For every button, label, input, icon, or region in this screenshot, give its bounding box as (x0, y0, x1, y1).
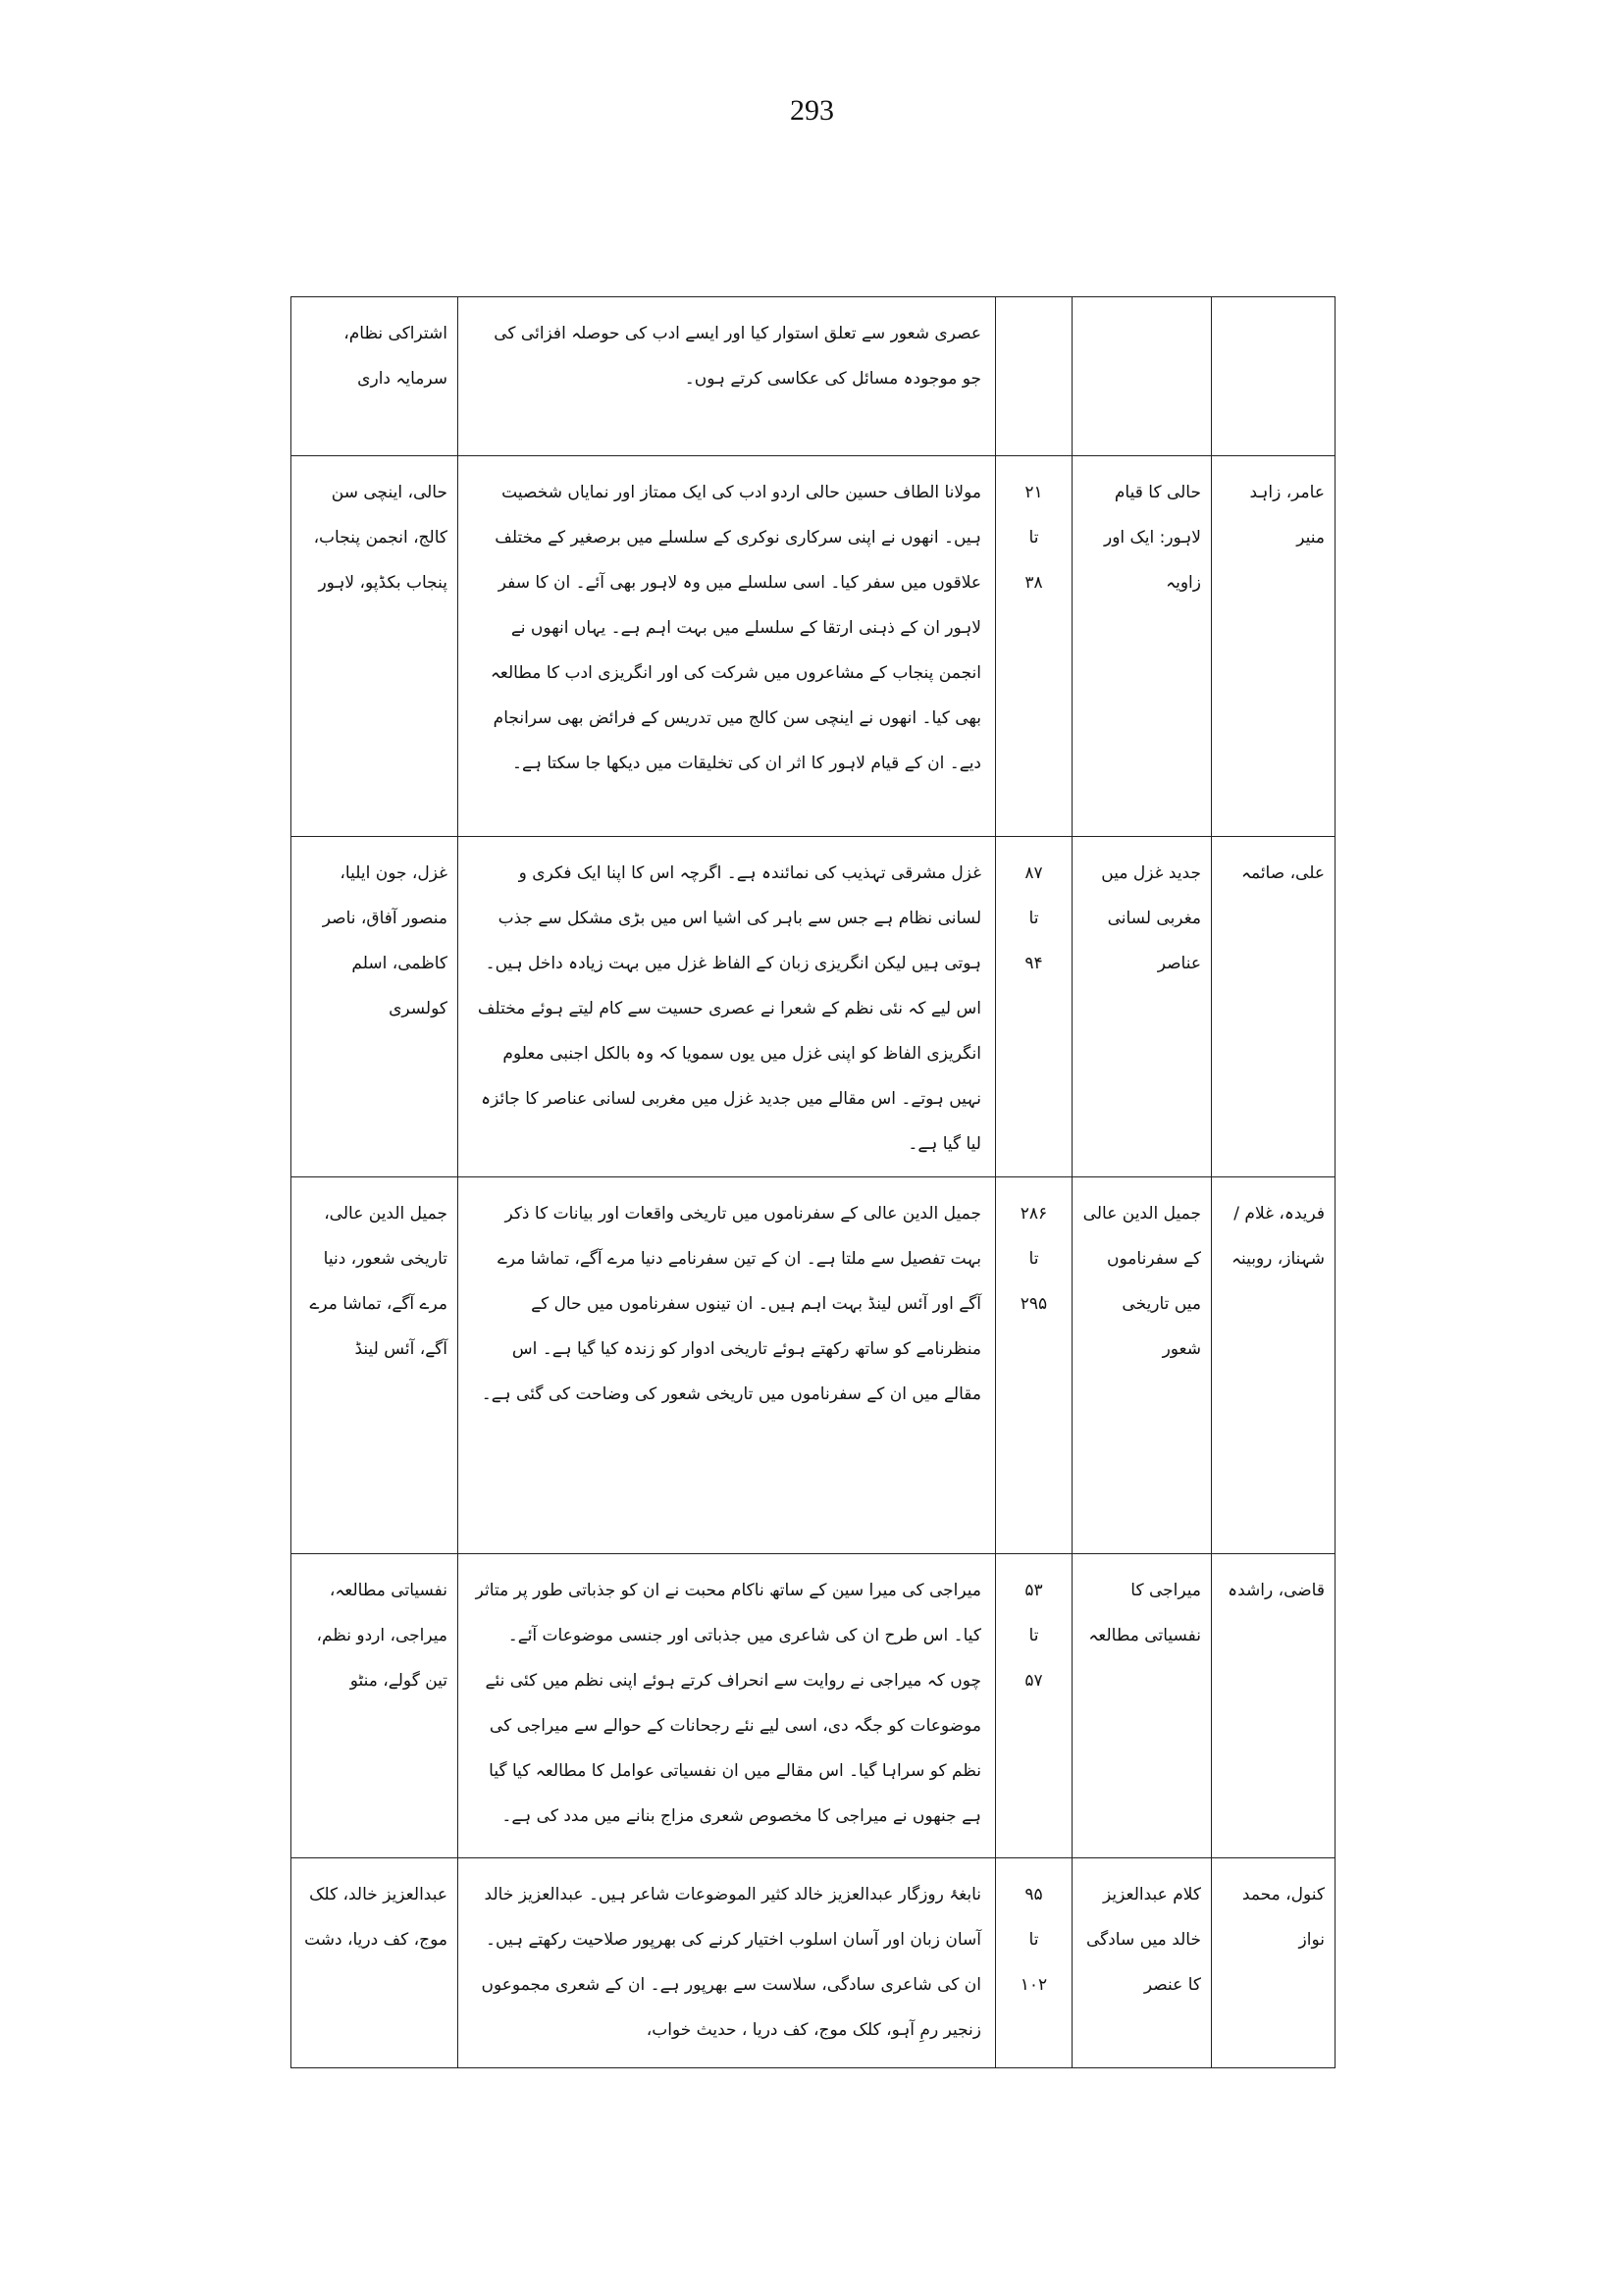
pages-cell (996, 837, 1073, 1177)
pages-cell (996, 297, 1073, 456)
page-end: ۳۸ (1024, 573, 1043, 593)
keywords-cell: جمیل الدین عالی، تاریخی شعور، دنیا مرے آگے، تماشا مرے آگے، آئس لینڈ (291, 1177, 458, 1554)
author-cell: کنول، محمد نواز (1212, 1858, 1336, 2068)
page-start: ۸۷ (1024, 863, 1043, 883)
keywords-cell: غزل، جون ایلیا، منصور آفاق، ناصر کاظمی، اسلم کولسری (291, 837, 458, 1177)
page-end: ۲۹۵ (1020, 1294, 1048, 1314)
page-end: ۵۷ (1024, 1671, 1043, 1691)
page-start: ۵۳ (1024, 1581, 1043, 1600)
abstract-cell: غزل مشرقی تہذیب کی نمائندہ ہے۔ اگرچہ اس کا اپنا ایک فکری و لسانی نظام ہے جس سے باہر کی اشیا اس میں بڑی مشکل سے جذب ہوتی ہیں لیکن انگریزی زبان کے الفاظ غزل میں بہت زیادہ داخل ہیں۔ اس لیے کہ نئی نظم کے شعرا نے عصری حسیت سے کام لیتے ہوئے مختلف انگریزی الفاظ کو اپنی غزل میں یوں سمویا کہ وہ بالکل اجنبی معلوم نہیں ہوتے۔ اس مقالے میں جدید غزل میں مغربی لسانی عناصر کا جائزہ لیا گیا ہے۔ (458, 837, 996, 1177)
page-start: ۲۱ (1024, 483, 1043, 502)
page-separator: تا (1028, 1626, 1039, 1645)
page-start: ۹۵ (1024, 1885, 1043, 1904)
table-row (291, 456, 1336, 837)
pages-cell (996, 1177, 1073, 1554)
page-separator: تا (1028, 909, 1039, 928)
table-row (291, 1858, 1336, 2068)
pages-cell (996, 1554, 1073, 1858)
table-row (291, 297, 1336, 456)
abstract-cell: جمیل الدین عالی کے سفرناموں میں تاریخی واقعات اور بیانات کا ذکر بہت تفصیل سے ملتا ہے۔ ان کے تین سفرنامے دنیا مرے آگے، تماشا مرے آگے اور آئس لینڈ بہت اہم ہیں۔ ان تینوں سفرناموں میں حال کے منظرنامے کو ساتھ رکھتے ہوئے تاریخی ادوار کو زندہ کیا گیا ہے۔ اس مقالے میں ان کے سفرناموں میں تاریخی شعور کی وضاحت کی گئی ہے۔ (458, 1177, 996, 1554)
author-cell: قاضی، راشدہ (1212, 1554, 1336, 1858)
page-end: ۱۰۲ (1020, 1975, 1048, 1995)
title-cell: جدید غزل میں مغربی لسانی عناصر (1073, 837, 1212, 1177)
abstract-cell: میراجی کی میرا سین کے ساتھ ناکام محبت نے ان کو جذباتی طور پر متاثر کیا۔ اس طرح ان کی شاعری میں جذباتی اور جنسی موضوعات آئے۔ چوں کہ میراجی نے روایت سے انحراف کرتے ہوئے اپنی نظم میں کئی نئے موضوعات کو جگہ دی، اسی لیے نئے رجحانات کے حوالے سے میراجی کی نظم کو سراہا گیا۔ اس مقالے میں ان نفسیاتی عوامل کا مطالعہ کیا گیا ہے جنھوں نے میراجی کا مخصوص شعری مزاج بنانے میں مدد کی ہے۔ (458, 1554, 996, 1858)
page-separator: تا (1028, 1930, 1039, 1950)
keywords-cell: نفسیاتی مطالعہ، میراجی، اردو نظم، تین گولے، منٹو (291, 1554, 458, 1858)
page-number: 293 (790, 94, 834, 127)
abstract-cell: مولانا الطاف حسین حالی اردو ادب کی ایک ممتاز اور نمایاں شخصیت ہیں۔ انھوں نے اپنی سرکاری نوکری کے سلسلے میں برصغیر کے مختلف علاقوں میں سفر کیا۔ اسی سلسلے میں وہ لاہور بھی آئے۔ ان کا سفر لاہور ان کے ذہنی ارتقا کے سلسلے میں بہت اہم ہے۔ یہاں انھوں نے انجمن پنجاب کے مشاعروں میں شرکت کی اور انگریزی ادب کا مطالعہ بھی کیا۔ انھوں نے اینچی سن کالج میں تدریس کے فرائض بھی سرانجام دیے۔ ان کے قیام لاہور کا اثر ان کی تخلیقات میں دیکھا جا سکتا ہے۔ (458, 456, 996, 837)
keywords-cell: اشتراکی نظام، سرمایہ داری (291, 297, 458, 456)
author-cell: فریدہ، غلام / شہناز، روبینہ (1212, 1177, 1336, 1554)
title-cell: میراجی کا نفسیاتی مطالعہ (1073, 1554, 1212, 1858)
table-row (291, 1554, 1336, 1858)
abstract-cell: نابغۂ روزگار عبدالعزیز خالد کثیر الموضوعات شاعر ہیں۔ عبدالعزیز خالد آسان زبان اور آسان اسلوب اختیار کرنے کی بھرپور صلاحیت رکھتے ہیں۔ ان کی شاعری سادگی، سلاست سے بھرپور ہے۔ ان کے شعری مجموعوں زنجیر رمِ آہو، کلک موج، کف دریا ، حدیث خواب، (458, 1858, 996, 2068)
title-cell: کلام عبدالعزیز خالد میں سادگی کا عنصر (1073, 1858, 1212, 2068)
page-separator: تا (1028, 528, 1039, 548)
author-cell: عامر، زاہد منیر (1212, 456, 1336, 837)
pages-cell (996, 456, 1073, 837)
keywords-cell: حالی، اینچی سن کالج، انجمن پنجاب، پنجاب بکڈپو، لاہور (291, 456, 458, 837)
author-cell: علی، صائمہ (1212, 837, 1336, 1177)
pages-cell (996, 1858, 1073, 2068)
table-row (291, 1177, 1336, 1554)
keywords-cell: عبدالعزیز خالد، کلک موج، کف دریا، دشت (291, 1858, 458, 2068)
abstract-cell: عصری شعور سے تعلق استوار کیا اور ایسے ادب کی حوصلہ افزائی کی جو موجودہ مسائل کی عکاسی کرتے ہوں۔ (458, 297, 996, 456)
author-cell (1212, 297, 1336, 456)
title-cell: جمیل الدین عالی کے سفرناموں میں تاریخی شعور (1073, 1177, 1212, 1554)
page-separator: تا (1028, 1249, 1039, 1269)
page-start: ۲۸۶ (1020, 1204, 1048, 1224)
table-row (291, 837, 1336, 1177)
article-index-table (290, 296, 1336, 2068)
title-cell: حالی کا قیام لاہور: ایک اور زاویہ (1073, 456, 1212, 837)
page-end: ۹۴ (1024, 954, 1043, 973)
title-cell (1073, 297, 1212, 456)
